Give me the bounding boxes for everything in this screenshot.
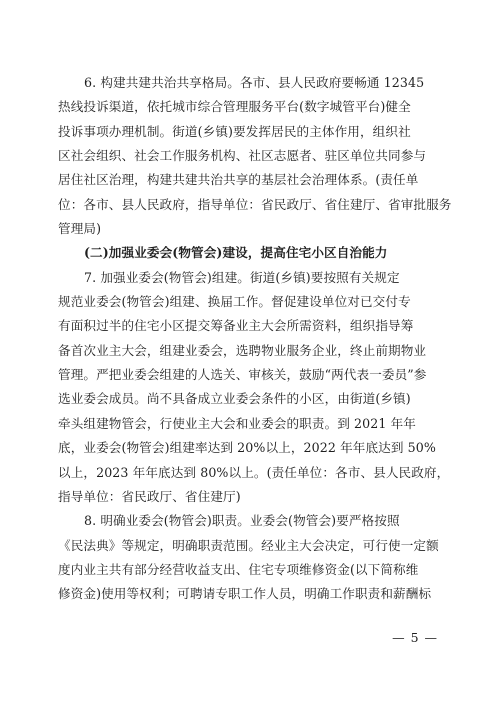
text-line: 区社会组织、社会工作服务机构、社区志愿者、驻区单位共同参与 [58,148,427,164]
text-line: 规范业委会(物管会)组建、换届工作。督促建设单位对已交付专 [58,294,411,310]
text-line: 牵头组建物管会，行使业主大会和业委会的职责。到 2021 年年 [58,415,416,431]
text-line: 选业委会成员。尚不具备成立业委会条件的小区，由街道(乡镇) [58,391,411,407]
text-line: 修资金)使用等权利；可聘请专职工作人员，明确工作职责和薪酬标 [58,586,432,602]
text-line: 备首次业主大会，组建业委会，选聘物业服务企业，终止前期物业 [58,342,427,358]
page-number: — 5 — [392,630,438,645]
text-line: 7. 加强业委会(物管会)组建。街道(乡镇)要按照有关规定 [84,269,400,285]
text-line: 指导单位：省民政厅、省住建厅) [58,488,241,504]
text-line: 居住社区治理，构建共建共治共享的基层社会治理体系。(责任单 [58,172,419,188]
text-line: 热线投诉渠道，依托城市综合管理服务平台(数字城管平台)健全 [58,99,411,115]
text-line: 管理局) [58,221,102,237]
section-heading: (二)加强业委会(物管会)建设，提高住宅小区自治能力 [84,245,388,261]
text-line: 以上，2023 年年底达到 80%以上。(责任单位：各市、县人民政府， [58,464,450,480]
text-line: 有面积过半的住宅小区提交筹备业主大会所需资料，组织指导筹 [58,318,414,334]
text-line: 6. 构建共建共治共享格局。各市、县人民政府要畅通 12345 [84,75,425,90]
text-line: 投诉事项办理机制。街道(乡镇)要发挥居民的主体作用，组织社 [58,123,411,139]
document-body [58,71,452,607]
text-line: 度内业主共有部分经营收益支出、住宅专项维修资金(以下简称维 [58,561,419,577]
text-line: 管理。严把业委会组建的人选关、审核关，鼓励“两代表一委员”参 [58,367,427,383]
text-line: 底，业委会(物管会)组建率达到 20%以上，2022 年年底达到 50% [58,440,436,456]
text-line: 《民法典》等规定，明确职责范围。经业主大会决定，可行使一定额 [58,537,439,553]
text-line: 8. 明确业委会(物管会)职责。业委会(物管会)要严格按照 [84,513,400,529]
text-line: 位：各市、县人民政府，指导单位：省民政厅、省住建厅、省审批服务 [58,196,452,212]
